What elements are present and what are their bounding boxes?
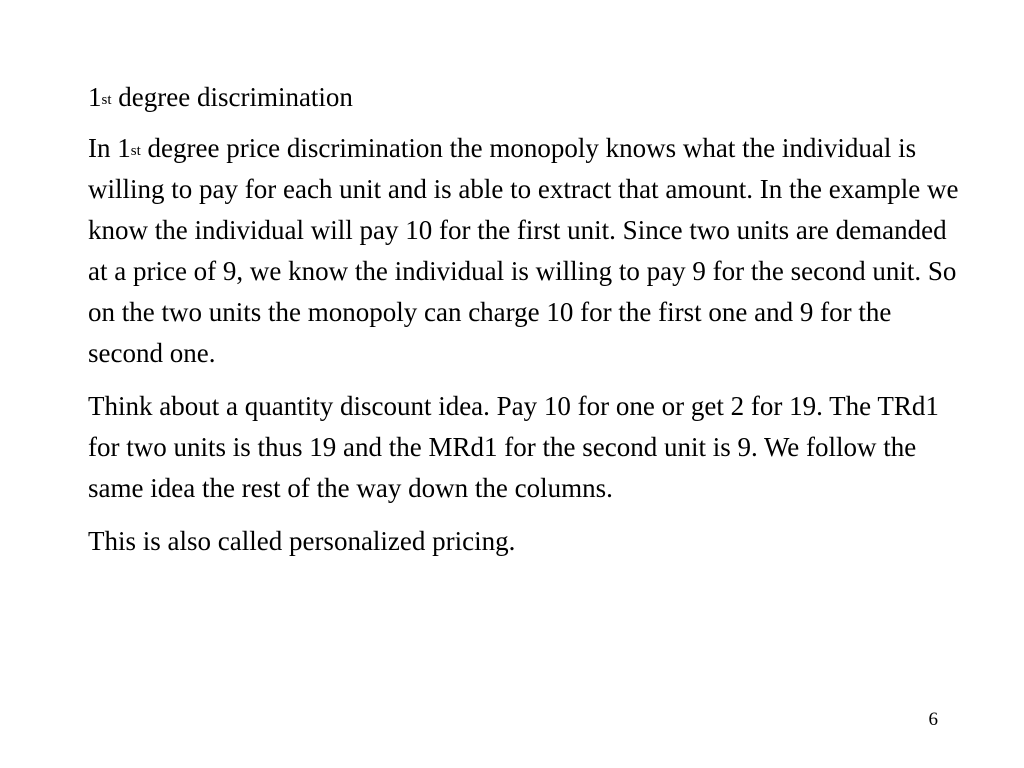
heading-ordinal-suffix: st [101,92,112,108]
paragraph-ordinal-suffix: st [130,143,141,159]
heading-text: degree discrimination [111,82,353,112]
paragraph-personalized-pricing: This is also called personalized pricing. [88,526,516,556]
slide-content [88,79,968,574]
slide-number: 6 [928,709,938,730]
paragraph-definition-body: degree price discrimination the monopoly knows what the individual is willing to pay for each unit and is able to extract that amount. In the example we know the individual will pay 10 for the first unit. Since two units are demanded at a price of 9, we know the individual is willing to pay 9 for the second unit. So on the two units the monopoly can charge 10 for the first one and 9 for the second one. [88,133,959,368]
heading-number: 1 [88,82,102,112]
paragraph-definition-start: In 1 [88,133,131,163]
paragraph-quantity-discount: Think about a quantity discount idea. Pay 10 for one or get 2 for 19. The TRd1 for two units is thus 19 and the MRd1 for the second unit is 9. We follow the same idea the rest of the way down the columns. [88,391,939,503]
slide-heading [88,79,968,115]
paragraph-definition [88,128,968,374]
